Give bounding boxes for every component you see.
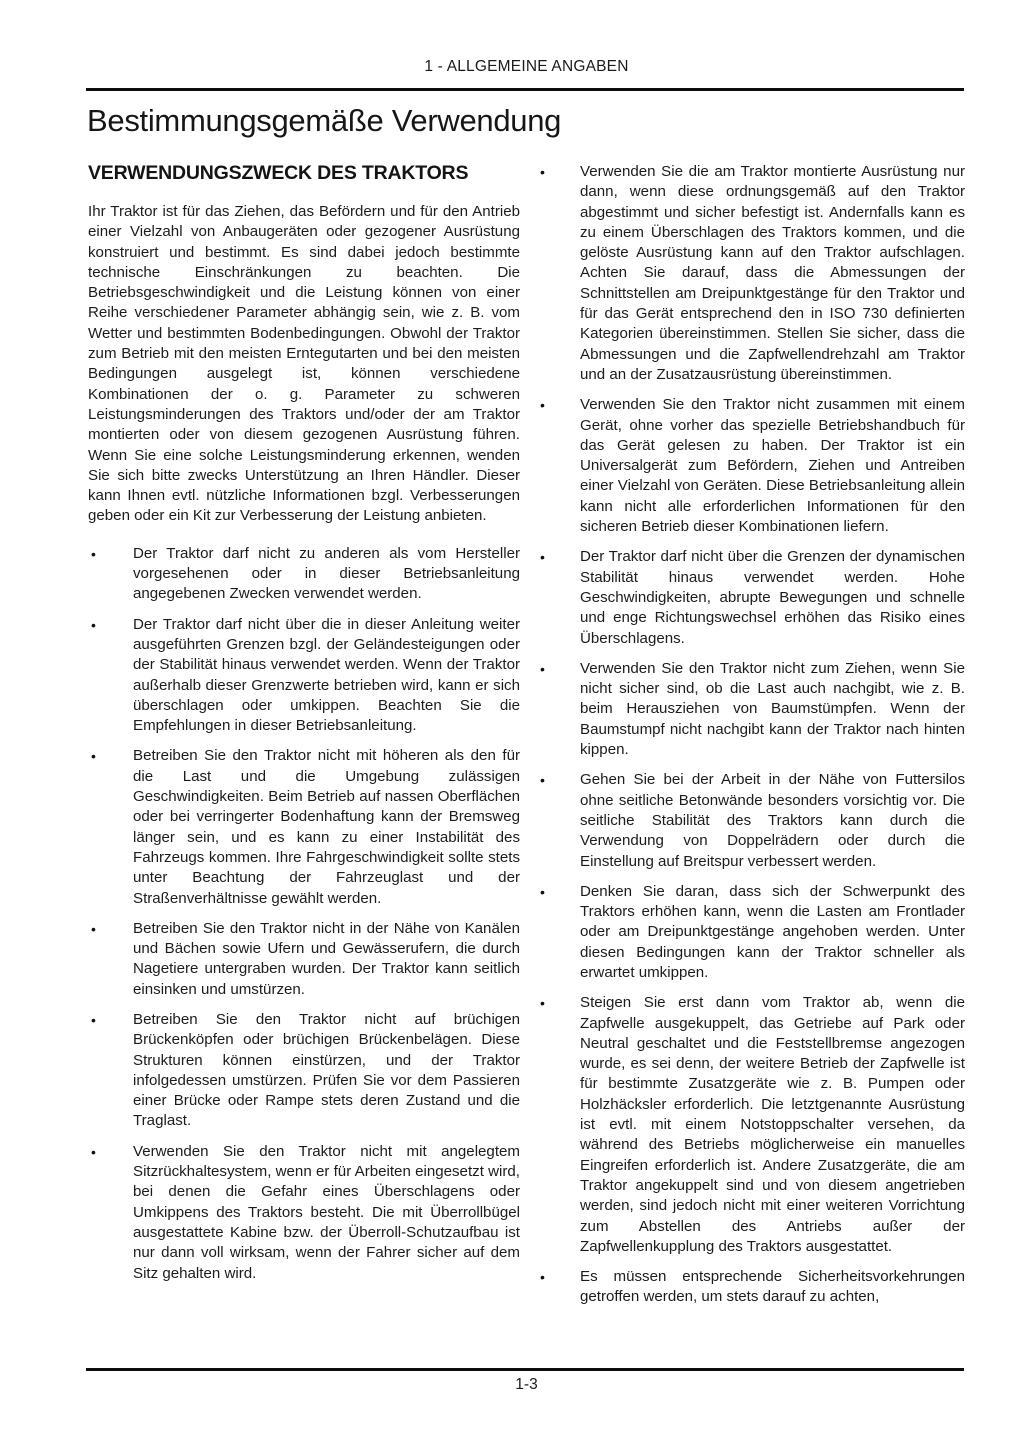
list-item-text: Betreiben Sie den Traktor nicht auf brüchigen Brückenköpfen oder brüchigen Brückenbelägen. Diese Strukturen können einstürzen, und der Traktor infolgedessen umstürzen. Prüfen Sie vor dem Passieren einer Brücke oder Rampe stets deren Zustand und die Traglast.	[133, 1010, 520, 1130]
page-title: Bestimmungsgemäße Verwendung	[87, 103, 562, 138]
list-item-text: Betreiben Sie den Traktor nicht mit höheren als den für die Last und die Umgebung zulässigen Geschwindigkeiten. Beim Betrieb auf nassen Oberflächen oder bei verringerter Bodenhaftung kann der Bremsweg länger sein, und es kann zu einer Instabilität des Fahrzeugs kommen. Ihre Fahrgeschwindigkeit sollte stets unter Beachtung der Fahrzeuglast und der Straßenverhältnisse gewählt werden.	[133, 747, 520, 907]
left-bullet-list	[88, 544, 520, 1284]
list-item	[88, 615, 520, 737]
list-item-text: Steigen Sie erst dann vom Traktor ab, wenn die Zapfwelle ausgekuppelt, das Getriebe auf Park oder Neutral geschaltet und die Feststellbremse angezogen wurde, es sei denn, der weitere Betrieb der Zapfwelle ist für bestimmte Zusatzgeräte wie z. B. Pumpen oder Holzhäcksler erforderlich. Die letztgenannte Ausrüstung ist evtl. mit einem Notstoppschalter versehen, da während des Betriebs möglicherweise ein manuelles Eingreifen erforderlich ist. Andere Zusatzgeräte, die am Traktor angekuppelt sind und von diesem angetrieben werden, sind jedoch nicht mit einer weiteren Vorrichtung zum Abstellen des Antriebs außer der Zapfwellenkupplung des Traktors ausgestattet.	[580, 994, 965, 1255]
right-column	[537, 162, 965, 1318]
bullet-icon: •	[91, 748, 96, 765]
list-item	[88, 544, 520, 605]
left-column	[88, 162, 520, 1294]
list-item-text: Verwenden Sie die am Traktor montierte Ausrüstung nur dann, wenn diese ordnungsgemäß auf den Traktor abgestimmt und sicher befestigt ist. Andernfalls kann es zu einem Überschlagen des Traktors kommen, und die gelöste Ausrüstung kann auf den Traktor aufschlagen. Achten Sie darauf, dass die Abmessungen der Schnittstellen am Dreipunktgestänge für den Traktor und für das Gerät entsprechend den in ISO 730 definierten Kategorien übereinstimmen. Stellen Sie sicher, dass die Abmessungen und die Zapfwellendrehzahl am Traktor und an der Zusatzausrüstung übereinstimmen.	[580, 163, 965, 383]
page-number: 1-3	[515, 1376, 538, 1393]
intro-paragraph: Ihr Traktor ist für das Ziehen, das Befördern und für den Antrieb einer Vielzahl von Anbaugeräten oder gezogener Ausrüstung konstruiert und bestimmt. Es sind dabei jedoch bestimmte technische Einschränkungen zu beachten. Die Betriebsgeschwindigkeit und die Leistung können von einer Reihe verschiedener Parameter abhängig sein, wie z. B. vom Wetter und bestimmten Bodenbedingungen. Obwohl der Traktor zum Betrieb mit den meisten Erntegutarten und bei den meisten Bedingungen ausgelegt ist, können verschiedene Kombinationen der o. g. Parameter zu schweren Leistungsminderungen des Traktors und/oder der am Traktor montierten oder von diesem gezogenen Ausrüstung führen. Wenn Sie eine solche Leistungsminderung erkennen, wenden Sie sich bitte zwecks Unterstützung an Ihren Händler. Dieser kann Ihnen evtl. nützliche Informationen bzgl. Verbesserungen geben oder ein Kit zur Verbesserung der Leistung anbieten.	[88, 203, 520, 525]
list-item	[537, 1267, 965, 1308]
list-item-text: Der Traktor darf nicht über die in dieser Anleitung weiter ausgeführten Grenzen bzgl. der Geländesteigungen oder der Stabilität hinaus verwendet werden. Wenn der Traktor außerhalb dieser Grenzwerte betrieben wird, kann er sich überschlagen oder umkippen. Beachten Sie die Empfehlungen in dieser Betriebsanleitung.	[133, 615, 520, 735]
list-item	[537, 162, 965, 385]
running-header: 1 - ALLGEMEINE ANGABEN	[424, 58, 629, 75]
list-item-text: Der Traktor darf nicht über die Grenzen der dynamischen Stabilität hinaus verwendet werden. Hohe Geschwindigkeiten, abrupte Bewegungen und schnelle und enge Richtungswechsel erhöhen das Risiko eines Überschlagens.	[580, 548, 965, 647]
list-item-text: Der Traktor darf nicht zu anderen als vom Hersteller vorgesehenen oder in dieser Betriebsanleitung angegebenen Zwecken verwendet werden.	[133, 544, 520, 603]
list-item	[537, 993, 965, 1257]
bullet-icon: •	[540, 883, 545, 900]
bullet-icon: •	[540, 995, 545, 1012]
list-item-text: Denken Sie daran, dass sich der Schwerpunkt des Traktors erhöhen kann, wenn die Lasten am Frontlader oder am Dreipunktgestänge angehoben werden. Unter diesen Bedingungen kann der Traktor schneller als erwartet umkippen.	[580, 882, 965, 981]
header-rule	[86, 88, 964, 91]
list-item	[537, 882, 965, 983]
bullet-icon: •	[540, 164, 545, 180]
list-item	[88, 1010, 520, 1132]
bullet-icon: •	[540, 660, 545, 677]
bullet-icon: •	[91, 920, 96, 937]
section-heading: VERWENDUNGSZWECK DES TRAKTORS	[88, 162, 469, 184]
right-bullet-list	[537, 162, 965, 1308]
list-item-text: Verwenden Sie den Traktor nicht mit angelegtem Sitzrückhaltesystem, wenn er für Arbeiten eingesetzt wird, bei denen die Gefahr eines Überschlagens oder Umkippens des Traktors besteht. Die mit Überrollbügel ausgestattete Kabine bzw. der Überroll-Schutzaufbau ist nur dann voll wirksam, wenn der Fahrer sicher auf dem Sitz gehalten wird.	[133, 1142, 520, 1282]
list-item-text: Betreiben Sie den Traktor nicht in der Nähe von Kanälen und Bächen sowie Ufern und Gewässerufern, die durch Nagetiere untergraben wurden. Der Traktor kann seitlich einsinken und umstürzen.	[133, 919, 520, 998]
bullet-icon: •	[540, 397, 545, 414]
list-item	[537, 395, 965, 537]
bullet-icon: •	[540, 772, 545, 789]
list-item	[537, 770, 965, 871]
list-item	[537, 659, 965, 760]
bullet-icon: •	[540, 1269, 545, 1286]
list-item-text: Es müssen entsprechende Sicherheitsvorkehrungen getroffen werden, um stets darauf zu achten,	[580, 1268, 965, 1306]
list-item	[88, 746, 520, 908]
bullet-icon: •	[540, 549, 545, 566]
footer-rule	[86, 1368, 964, 1371]
list-item	[88, 919, 520, 1000]
bullet-icon: •	[91, 616, 96, 633]
list-item-text: Gehen Sie bei der Arbeit in der Nähe von Futtersilos ohne seitliche Betonwände besonders vorsichtig vor. Die seitliche Stabilität des Traktors kann durch die Verwendung von Doppelrädern oder durch die Einstellung auf Breitspur verbessert werden.	[580, 771, 965, 870]
list-item	[537, 547, 965, 648]
list-item-text: Verwenden Sie den Traktor nicht zusammen mit einem Gerät, ohne vorher das spezielle Betriebshandbuch für das Gerät gelesen zu haben. Der Traktor ist ein Universalgerät zum Befördern, Ziehen und Antreiben einer Vielzahl von Geräten. Diese Betriebsanleitung allein kann nicht alle erforderlichen Informationen für den sicheren Betrieb dieser Kombinationen liefern.	[580, 396, 965, 536]
list-item	[88, 1142, 520, 1284]
bullet-icon: •	[91, 1011, 96, 1028]
list-item-text: Verwenden Sie den Traktor nicht zum Ziehen, wenn Sie nicht sicher sind, ob die Last auch nachgibt, wie z. B. beim Herausziehen von Baumstümpfen. Wenn der Baumstumpf nicht nachgibt kann der Traktor nach hinten kippen.	[580, 659, 965, 759]
bullet-icon: •	[91, 545, 96, 562]
bullet-icon: •	[91, 1143, 96, 1160]
